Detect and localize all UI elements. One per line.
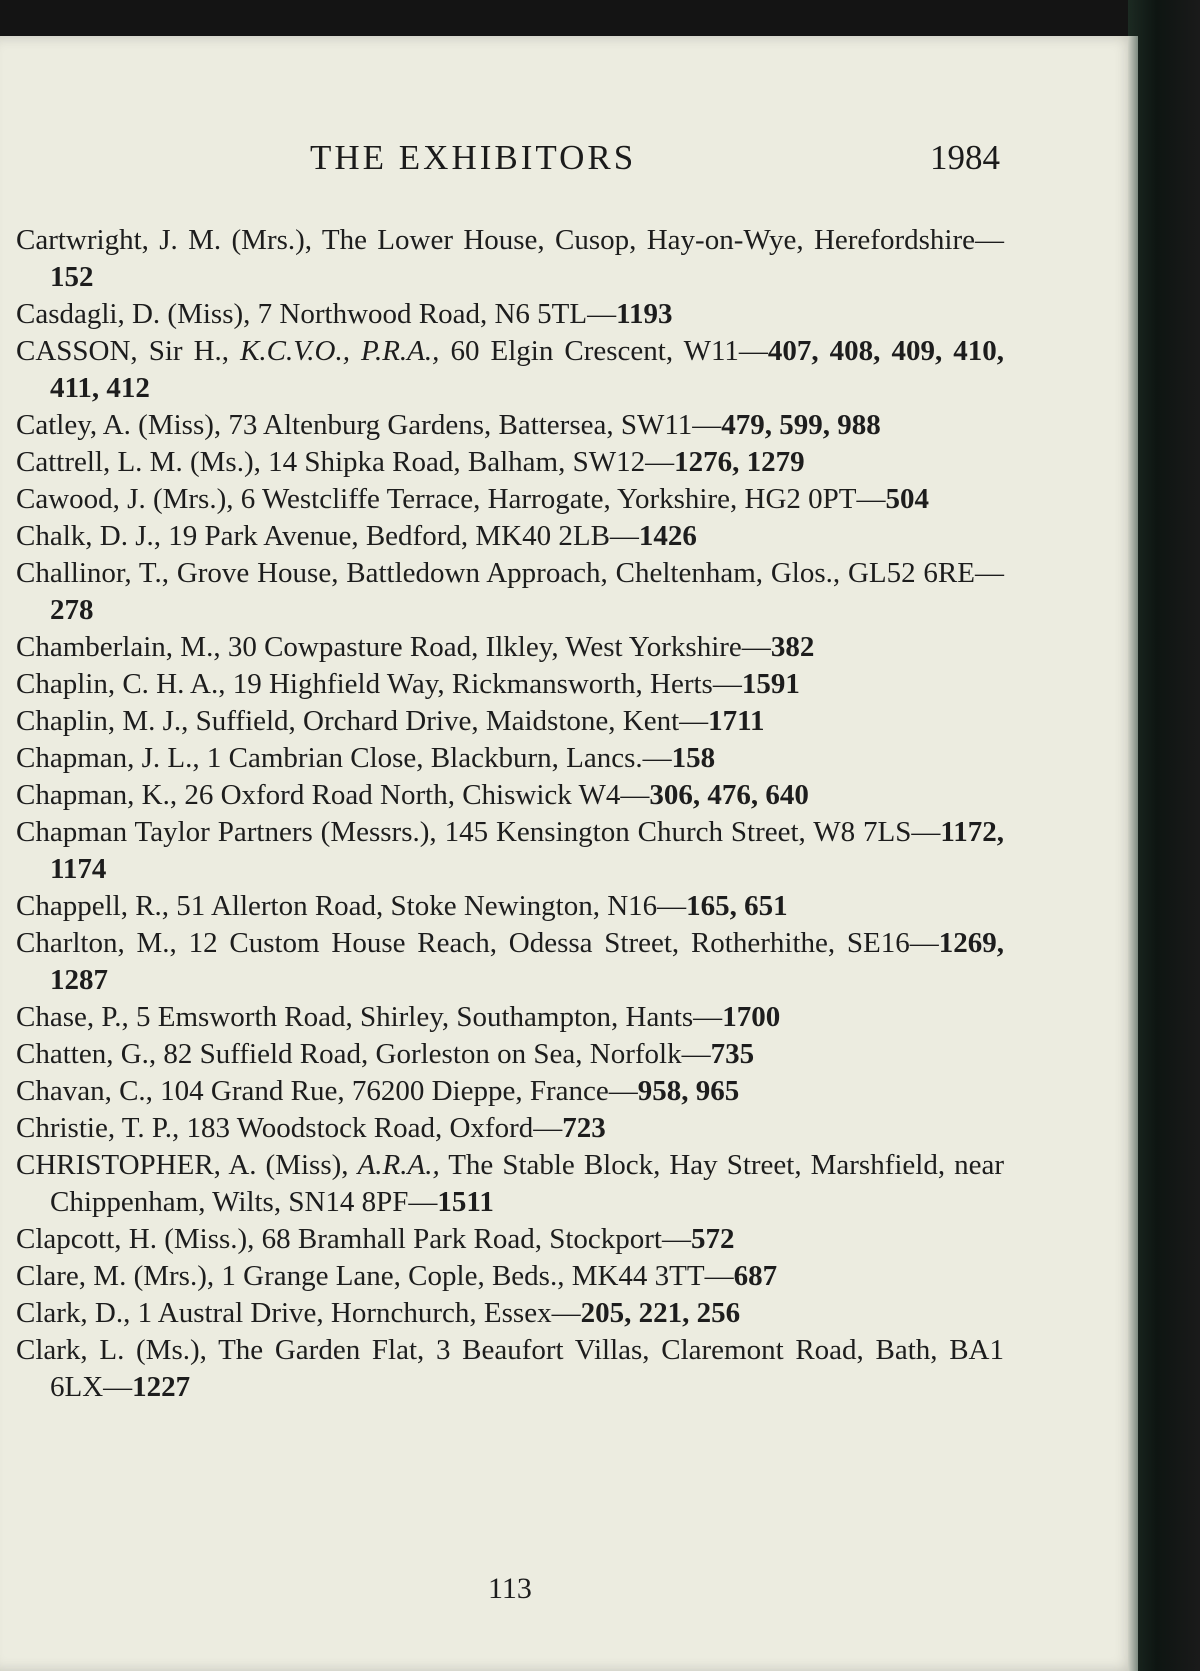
exhibitor-address: Clapcott, H. (Miss.), 68 Bramhall Park Road, Stockport— (16, 1223, 691, 1255)
exhibitor-entry (16, 1332, 1004, 1406)
catalogue-numbers: 278 (50, 594, 94, 626)
exhibitor-address: Clark, D., 1 Austral Drive, Hornchurch, Essex— (16, 1297, 581, 1329)
catalogue-numbers: 407, 408, 409, 410, 411, 412 (50, 335, 1005, 404)
catalogue-numbers: 158 (671, 742, 716, 774)
exhibitor-name: CASSON, Sir H., (16, 335, 241, 367)
catalogue-numbers: 1426 (638, 520, 697, 552)
exhibitor-address: Chatten, G., 82 Suffield Road, Gorleston on Sea, Norfolk— (16, 1038, 711, 1070)
catalogue-numbers: 1591 (741, 668, 800, 700)
exhibitor-address: Challinor, T., Grove House, Battledown Approach, Cheltenham, Glos., GL52 6RE— (16, 557, 1004, 589)
book-binding (1128, 0, 1200, 1671)
exhibitor-address: Chapman Taylor Partners (Messrs.), 145 Kensington Church Street, W8 7LS— (16, 816, 941, 848)
header-title: THE EXHIBITORS (310, 138, 637, 177)
exhibitor-entry (16, 222, 1004, 296)
page-number: 113 (488, 1572, 532, 1605)
catalogue-numbers: 165, 651 (686, 890, 788, 922)
exhibitor-entry (16, 1110, 1004, 1147)
exhibitor-entry (16, 777, 1004, 814)
catalogue-numbers: 479, 599, 988 (721, 409, 881, 441)
exhibitor-entry (16, 888, 1004, 925)
exhibitor-entry (16, 481, 1004, 518)
exhibitor-address: Clark, L. (Ms.), The Garden Flat, 3 Beaufort Villas, Claremont Road, Bath, BA1 6LX— (16, 1334, 1004, 1403)
catalogue-numbers: 1172, 1174 (50, 816, 1004, 885)
exhibitor-address: 60 Elgin Crescent, W11— (439, 335, 768, 367)
exhibitor-address: Chase, P., 5 Emsworth Road, Shirley, Southampton, Hants— (16, 1001, 723, 1033)
exhibitor-address: The Stable Block, Hay Street, Marshfield, near Chippenham, Wilts, SN14 8PF— (50, 1149, 1005, 1218)
exhibitor-address: Christie, T. P., 183 Woodstock Road, Oxford— (16, 1112, 563, 1144)
exhibitor-address: Chaplin, M. J., Suffield, Orchard Drive, Maidstone, Kent— (16, 705, 709, 737)
exhibitor-entry (16, 629, 1004, 666)
exhibitor-entry (16, 1295, 1004, 1332)
exhibitor-name: CHRISTOPHER, A. (Miss), (16, 1149, 358, 1181)
header-year: 1984 (930, 138, 1000, 177)
exhibitor-entry (16, 407, 1004, 444)
exhibitor-address: Cartwright, J. M. (Mrs.), The Lower House, Cusop, Hay-on-Wye, Herefordshire— (16, 224, 1004, 256)
catalogue-numbers: 504 (885, 483, 929, 515)
catalogue-numbers: 1193 (616, 298, 673, 330)
exhibitor-entry (16, 1073, 1004, 1110)
catalogue-numbers: 687 (733, 1260, 778, 1292)
page-edge (1128, 36, 1138, 1671)
exhibitor-address: Casdagli, D. (Miss), 7 Northwood Road, N6 5TL— (16, 298, 617, 330)
exhibitor-address: Chavan, C., 104 Grand Rue, 76200 Dieppe, France— (16, 1075, 638, 1107)
catalogue-numbers: 205, 221, 256 (580, 1297, 741, 1329)
exhibitor-entry (16, 333, 1004, 407)
exhibitor-address: Chamberlain, M., 30 Cowpasture Road, Ilkley, West Yorkshire— (16, 631, 771, 663)
catalogue-numbers: 723 (562, 1112, 606, 1144)
exhibitor-address: Chapman, K., 26 Oxford Road North, Chiswick W4— (16, 779, 650, 811)
exhibitor-address: Cattrell, L. M. (Ms.), 14 Shipka Road, Balham, SW12— (16, 446, 675, 478)
catalogue-numbers: 1269, 1287 (50, 927, 1004, 996)
exhibitor-honours: K.C.V.O., P.R.A., (240, 335, 440, 367)
exhibitor-entry (16, 1221, 1004, 1258)
exhibitor-entry (16, 444, 1004, 481)
running-header (310, 138, 1000, 178)
catalogue-numbers: 382 (770, 631, 815, 663)
catalogue-numbers: 572 (691, 1223, 735, 1255)
exhibitor-address: Chalk, D. J., 19 Park Avenue, Bedford, MK40 2LB— (16, 520, 639, 552)
catalogue-numbers: 958, 965 (637, 1075, 740, 1107)
catalogue-numbers: 1227 (132, 1371, 191, 1403)
exhibitor-entry (16, 1258, 1004, 1295)
exhibitor-entry (16, 555, 1004, 629)
exhibitor-address: Charlton, M., 12 Custom House Reach, Odessa Street, Rotherhithe, SE16— (16, 927, 939, 959)
exhibitor-entry (16, 999, 1004, 1036)
exhibitor-entry (16, 296, 1004, 333)
catalogue-numbers: 1711 (708, 705, 765, 737)
exhibitor-list (16, 222, 1004, 1406)
catalogue-numbers: 306, 476, 640 (649, 779, 809, 811)
exhibitor-entry (16, 666, 1004, 703)
exhibitor-entry (16, 740, 1004, 777)
catalogue-numbers: 1511 (437, 1186, 494, 1218)
catalogue-numbers: 1276, 1279 (674, 446, 805, 478)
exhibitor-address: Clare, M. (Mrs.), 1 Grange Lane, Cople, Beds., MK44 3TT— (16, 1260, 734, 1292)
exhibitor-entry (16, 703, 1004, 740)
exhibitor-address: Catley, A. (Miss), 73 Altenburg Gardens, Battersea, SW11— (16, 409, 722, 441)
exhibitor-address: Cawood, J. (Mrs.), 6 Westcliffe Terrace, Harrogate, Yorkshire, HG2 0PT— (16, 483, 886, 515)
exhibitor-entry (16, 1036, 1004, 1073)
exhibitor-address: Chapman, J. L., 1 Cambrian Close, Blackburn, Lancs.— (16, 742, 672, 774)
exhibitor-entry (16, 814, 1004, 888)
exhibitor-entry (16, 518, 1004, 555)
exhibitor-honours: A.R.A., (357, 1149, 440, 1181)
exhibitor-address: Chappell, R., 51 Allerton Road, Stoke Newington, N16— (16, 890, 687, 922)
exhibitor-entry (16, 925, 1004, 999)
exhibitor-address: Chaplin, C. H. A., 19 Highfield Way, Rickmansworth, Herts— (16, 668, 742, 700)
exhibitor-entry (16, 1147, 1004, 1221)
catalogue-numbers: 735 (710, 1038, 755, 1070)
catalogue-numbers: 152 (50, 261, 94, 293)
catalogue-numbers: 1700 (722, 1001, 781, 1033)
